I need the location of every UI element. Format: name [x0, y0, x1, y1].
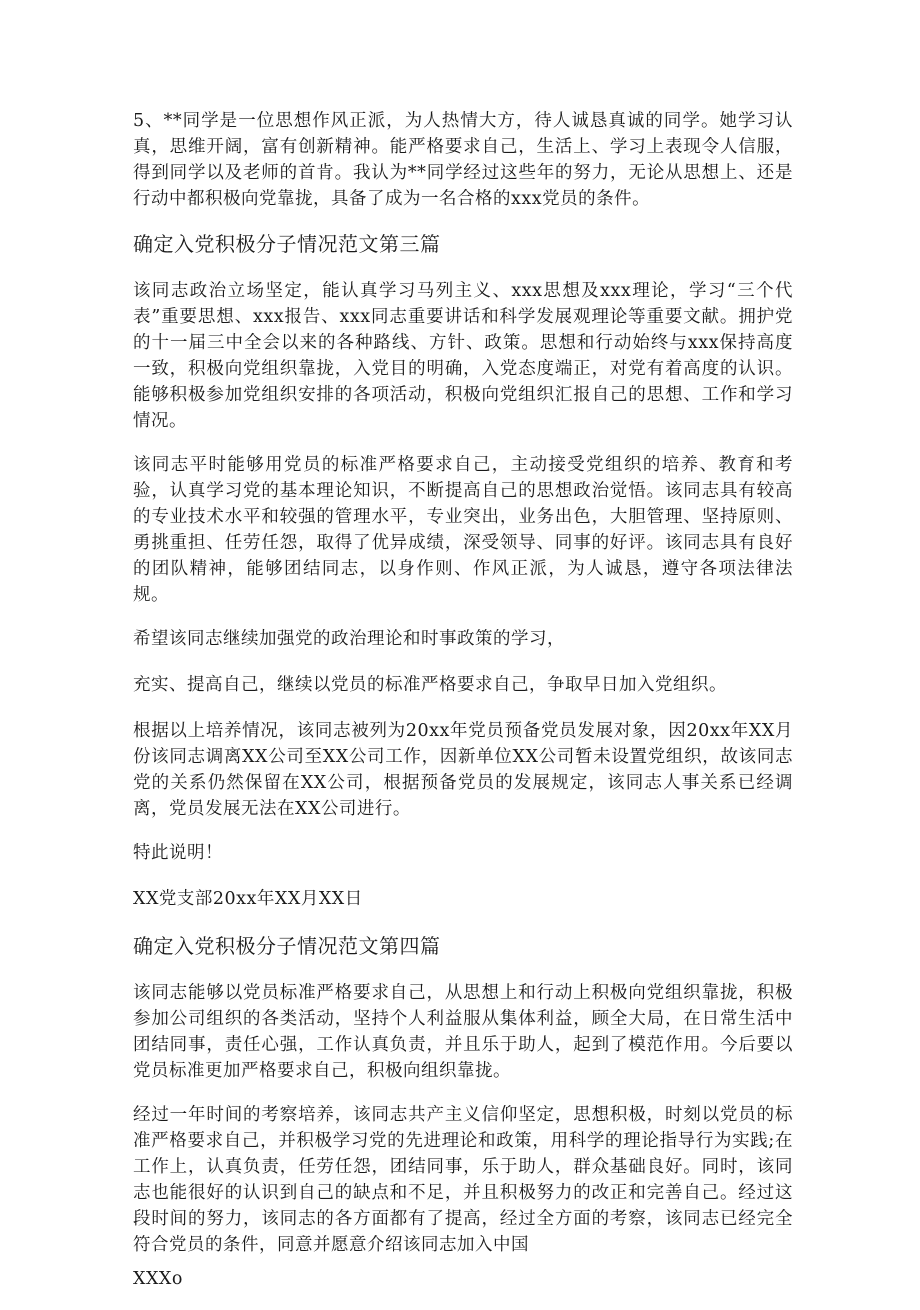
- signature-date-line: XX党支部20xx年XX月XX日: [133, 889, 363, 909]
- paragraph-special-note: 特此说明！: [133, 843, 223, 863]
- document-body: [133, 108, 793, 1310]
- paragraph-improve: 充实、提高自己，继续以党员的标准严格要求自己，争取早日加入党组织。: [133, 675, 727, 695]
- paragraph-closing: XXXo: [133, 1269, 183, 1289]
- paragraph-party-standards: 该同志能够以党员标准严格要求自己，从思想上和行动上积极向党组织靠拢，积极参加公司组织的各类活动，坚持个人利益服从集体利益，顾全大局，在日常生活中团结同事，责任心强，工作认真负责，并且乐于助人，起到了模范作用。今后要以党员标准更加严格要求自己，积极向组织靠拢。: [133, 983, 793, 1081]
- section-heading-fourth: 确定入党积极分子情况范文第四篇: [133, 934, 441, 958]
- paragraph-hope: 希望该同志继续加强党的政治理论和时事政策的学习，: [133, 629, 565, 649]
- paragraph-political-stance: 该同志政治立场坚定，能认真学习马列主义、xxx思想及xxx理论，学习“三个代表”重要思想、xxx报告、xxx同志重要讲话和科学发展观理论等重要文献。拥护党的十一届三中全会以来的各种路线、方针、政策。思想和行动始终与xxx保持高度一致，积极向党组织靠拢，入党目的明确，入党态度端正，对党有着高度的认识。能够积极参加党组织安排的各项活动，积极向党组织汇报自己的思想、工作和学习情况。: [133, 281, 793, 431]
- paragraph-standards: 该同志平时能够用党员的标准严格要求自己，主动接受党组织的培养、教育和考验，认真学习党的基本理论知识，不断提高自己的思想政治觉悟。该同志具有较高的专业技术水平和较强的管理水平，专业突出，业务出色，大胆管理、坚持原则、勇挑重担、任劳任怨，取得了优异成绩，深受领导、同事的好评。该同志具有良好的团队精神，能够团结同志，以身作则、作风正派，为人诚恳，遵守各项法律法规。: [133, 455, 793, 605]
- section-heading-third: 确定入党积极分子情况范文第三篇: [133, 232, 441, 256]
- paragraph-one-year-review: 经过一年时间的考察培养，该同志共产主义信仰坚定，思想积极，时刻以党员的标准严格要求自己，并积极学习党的先进理论和政策，用科学的理论指导行为实践;在工作上，认真负责，任劳任怨，团结同事，乐于助人，群众基础良好。同时，该同志也能很好的认识到自己的缺点和不足，并且积极努力的改正和完善自己。经过这段时间的努力，该同志的各方面都有了提高，经过全方面的考察，该同志已经完全符合党员的条件，同意并愿意介绍该同志加入中国: [133, 1105, 793, 1255]
- paragraph-classmate-evaluation: 5、**同学是一位思想作风正派，为人热情大方，待人诚恳真诚的同学。她学习认真，思维开阔，富有创新精神。能严格要求自己，生活上、学习上表现令人信服，得到同学以及老师的首肯。我认为**同学经过这些年的努力，无论从思想上、还是行动中都积极向党靠拢，具备了成为一名合格的xxx党员的条件。: [133, 111, 793, 209]
- paragraph-transfer-explanation: 根据以上培养情况，该同志被列为20xx年党员预备党员发展对象，因20xx年XX月份该同志调离XX公司至XX公司工作，因新单位XX公司暂未设置党组织，故该同志党的关系仍然保留在XX公司，根据预备党员的发展规定，该同志人事关系已经调离，党员发展无法在XX公司进行。: [133, 721, 793, 819]
